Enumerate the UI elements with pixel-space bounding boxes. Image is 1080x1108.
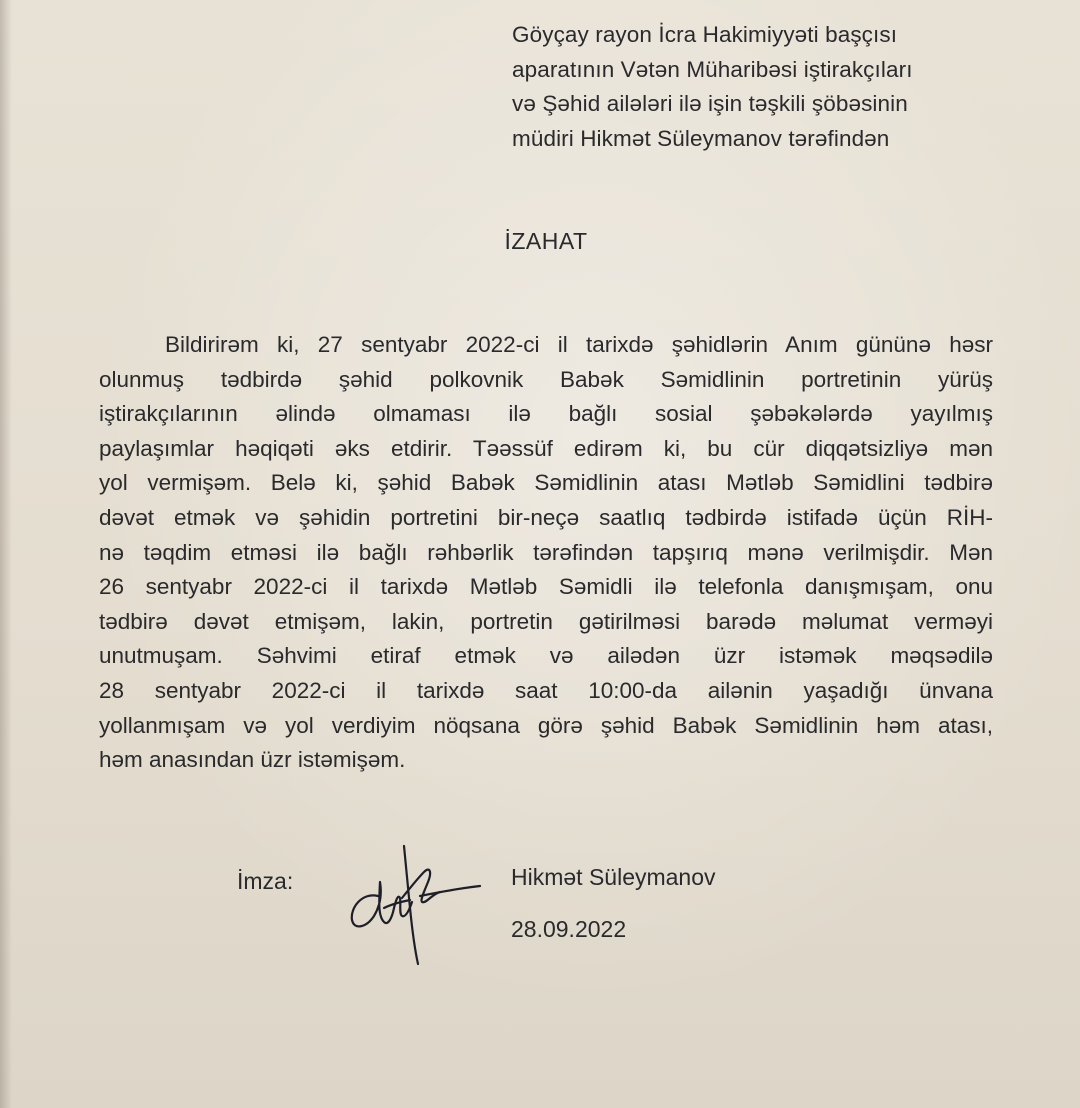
body-line: Bildirirəm ki, 27 sentyabr 2022-ci il tarixdə şəhidlərin Anım gününə həsr (165, 332, 993, 357)
header-line: və Şəhid ailələri ilə işin təşkili şöbəsinin (512, 91, 908, 116)
body-line: olunmuş tədbirdə şəhid polkovnik Babək Səmidlinin portretinin yürüş (99, 366, 993, 392)
explanation-body (99, 328, 993, 778)
body-line: dəvət etmək və şəhidin portretini bir-neçə saatlıq tədbirdə istifadə üçün RİH- (99, 504, 993, 530)
body-line: iştirakçılarının əlində olmaması ilə bağlı sosial şəbəkələrdə yayılmış (99, 401, 993, 427)
header-line: Göyçay rayon İcra Hakimiyyəti başçısı (512, 22, 898, 47)
body-line: 28 sentyabr 2022-ci il tarixdə saat 10:00-da ailənin yaşadığı ünvana (99, 677, 993, 703)
signature-label: İmza: (237, 868, 294, 894)
body-line: 26 sentyabr 2022-ci il tarixdə Mətləb Səmidli ilə telefonla danışmışam, onu (99, 574, 993, 600)
header-line: müdiri Hikmət Süleymanov tərəfindən (512, 125, 890, 151)
body-line: paylaşımlar həqiqəti əks etdirir. Təəssüf edirəm ki, bu cür diqqətsizliyə mən (99, 435, 993, 461)
body-line: yol vermişəm. Belə ki, şəhid Babək Səmidlinin atası Mətləb Səmidlini tədbirə (99, 470, 993, 496)
body-line: tədbirə dəvət etmişəm, lakin, portretin gətirilməsi barədə məlumat verməyi (99, 608, 993, 634)
header-line: aparatının Vətən Müharibəsi iştirakçıları (512, 56, 913, 82)
document-title-text: İZAHAT (504, 228, 588, 254)
body-line: unutmuşam. Səhvimi etiraf etmək və ailədən üzr istəmək məqsədilə (99, 643, 993, 669)
addressee-header (512, 18, 1052, 156)
handwritten-signature (344, 838, 486, 968)
document-title (0, 228, 1080, 255)
body-line: yollanmışam və yol verdiyim nöqsana görə şəhid Babək Səmidlinin həm atası, (99, 712, 993, 738)
body-line: nə təqdim etməsi ilə bağlı rəhbərlik tərəfindən tapşırıq mənə verilmişdir. Mən (99, 539, 993, 565)
signature-date: 28.09.2022 (511, 916, 627, 942)
body-line: həm anasından üzr istəmişəm. (99, 747, 406, 773)
signatory-name: Hikmət Süleymanov (511, 864, 716, 890)
